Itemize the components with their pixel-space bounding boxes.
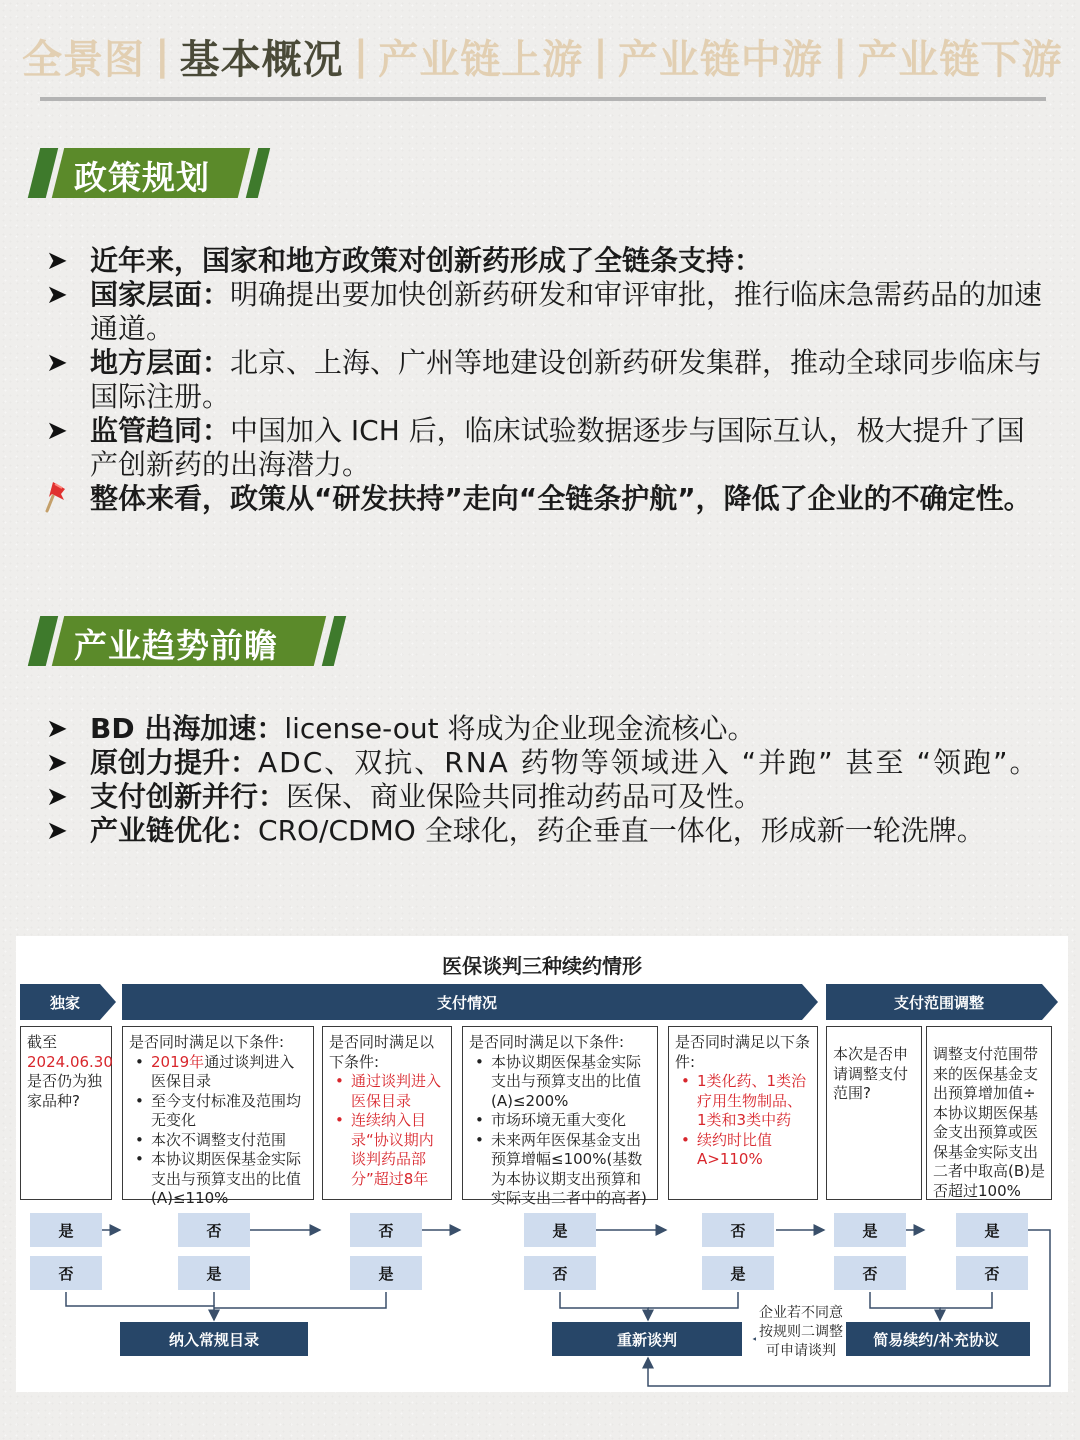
banner-payment: 支付情况: [436, 993, 497, 1012]
list-item: ➤ 地方层面：北京、上海、广州等地建设创新药研发集群，推动全球同步临床与国际注册。: [46, 346, 1043, 413]
list-item: ➤ BD 出海加速：license-out 将成为企业现金流核心。: [46, 712, 756, 745]
condition-rule1: 是否同时满足以下条件: • 2019年通过谈判进入医保目录 • 至今支付标准及范围均无变化 • 本次不调整支付范围 • 本协议期医保基金实际支出与预算支出的比值(A)≤110%: [122, 1026, 314, 1200]
condition-budget-ratio: 调整支付范围带来的医保基金支出预算增加值÷本协议期医保基金支出预算或医保基金实际支出二者中取高(B)是否超过100%: [926, 1026, 1052, 1200]
no-box: 否: [524, 1256, 596, 1290]
nav-item-downstream[interactable]: 产业链下游: [857, 36, 1063, 83]
policy-list: [44, 244, 1048, 516]
nav-item-midstream[interactable]: 产业链中游: [617, 36, 823, 83]
no-box: 否: [178, 1213, 250, 1247]
list-item: ➤ 支付创新并行：医保、商业保险共同推动药品可及性。: [46, 780, 763, 813]
arrow-bullet-icon: ➤: [46, 246, 68, 276]
conclusion-item: 整体来看，政策从“研发扶持”走向“全链条护航”，降低了企业的不确定性。: [44, 482, 1048, 516]
no-box: 否: [834, 1256, 906, 1290]
nav-item-basic[interactable]: 基本概况: [179, 36, 344, 83]
yes-box: 是: [524, 1213, 596, 1247]
condition-rule3: 是否同时满足以下条件: • 本协议期医保基金实际支出与预算支出的比值(A)≤200% • 市场环境无重大变化 • 未来两年医保基金支出预算增幅≤100%(基数为本协议期支出预算和实际支出二者中的高者): [462, 1026, 658, 1200]
nav-separator: |: [353, 33, 369, 79]
arrow-bullet-icon: ➤: [46, 416, 68, 446]
no-box: 否: [30, 1256, 102, 1290]
banner-exclusive: 独家: [49, 993, 80, 1012]
nav-divider: [40, 97, 1046, 101]
condition-rule2: 是否同时满足以下条件: • 通过谈判进入医保目录 • 连续纳入目录“协议期内谈判药品部分”超过8年: [322, 1026, 452, 1200]
list-item: ➤ 国家层面：明确提出要加快创新药研发和审评审批，推行临床急需药品的加速通道。: [46, 278, 1043, 345]
yes-box: 是: [30, 1213, 102, 1247]
arrow-bullet-icon: ➤: [46, 816, 68, 846]
arrow-bullet-icon: ➤: [46, 748, 68, 778]
no-box: 否: [956, 1256, 1028, 1290]
yes-box: 是: [956, 1213, 1028, 1247]
condition-exclusive: 截至2024.06.30是否仍为独家品种?: [20, 1026, 112, 1200]
arrow-bullet-icon: ➤: [46, 782, 68, 812]
yes-box: 是: [834, 1213, 906, 1247]
no-box: 否: [702, 1213, 774, 1247]
top-nav: [22, 26, 1063, 86]
renewal-flowchart: [16, 936, 1068, 1392]
arrow-bullet-icon: ➤: [46, 280, 68, 310]
condition-apply-scope: 本次是否申请调整支付范围?: [826, 1026, 922, 1200]
nav-separator: |: [155, 33, 170, 79]
trends-list: [44, 712, 1048, 848]
condition-rule4: 是否同时满足以下条件: • 1类化药、1类治疗用生物制品、1类和3类中药 • 续约时比值A>110%: [668, 1026, 818, 1200]
nav-item-upstream[interactable]: 产业链上游: [378, 36, 584, 83]
section-title-text: 政策规划: [74, 158, 210, 197]
nav-item-overview[interactable]: 全景图: [22, 36, 145, 83]
section-title-text: 产业趋势前瞻: [74, 626, 278, 665]
yes-box: 是: [350, 1256, 422, 1290]
arrow-bullet-icon: ➤: [46, 348, 68, 378]
arrow-bullet-icon: ➤: [46, 714, 68, 744]
list-item: ➤ 原创力提升：ADC、双抗、RNA 药物等领域进入 “并跑” 甚至 “领跑”。: [46, 746, 1040, 779]
outcome-simple-renewal: 简易续约/补充协议: [842, 1322, 1030, 1356]
list-item: ➤ 近年来，国家和地方政策对创新药形成了全链条支持：: [46, 244, 763, 277]
list-item: ➤ 产业链优化：CRO/CDMO 全球化，药企垂直一体化，形成新一轮洗牌。: [46, 814, 985, 847]
list-item: ➤ 监管趋同：中国加入 ICH 后，临床试验数据逐步与国际互认，极大提升了国产创新药的出海潜力。: [46, 414, 1025, 481]
banner-scope: 支付范围调整: [893, 993, 984, 1012]
no-box: 否: [350, 1213, 422, 1247]
pushpin-icon: [44, 480, 70, 522]
outcome-renegotiate: 重新谈判: [552, 1322, 742, 1356]
yes-box: 是: [178, 1256, 250, 1290]
outcome-regular-list: 纳入常规目录: [120, 1322, 308, 1356]
yes-box: 是: [702, 1256, 774, 1290]
nav-separator: |: [832, 33, 848, 79]
nav-separator: |: [593, 33, 608, 79]
figure-title: 医保谈判三种续约情形: [442, 954, 642, 978]
renegotiate-note: 企业若不同意按规则二调整可申请谈判: [756, 1304, 846, 1361]
